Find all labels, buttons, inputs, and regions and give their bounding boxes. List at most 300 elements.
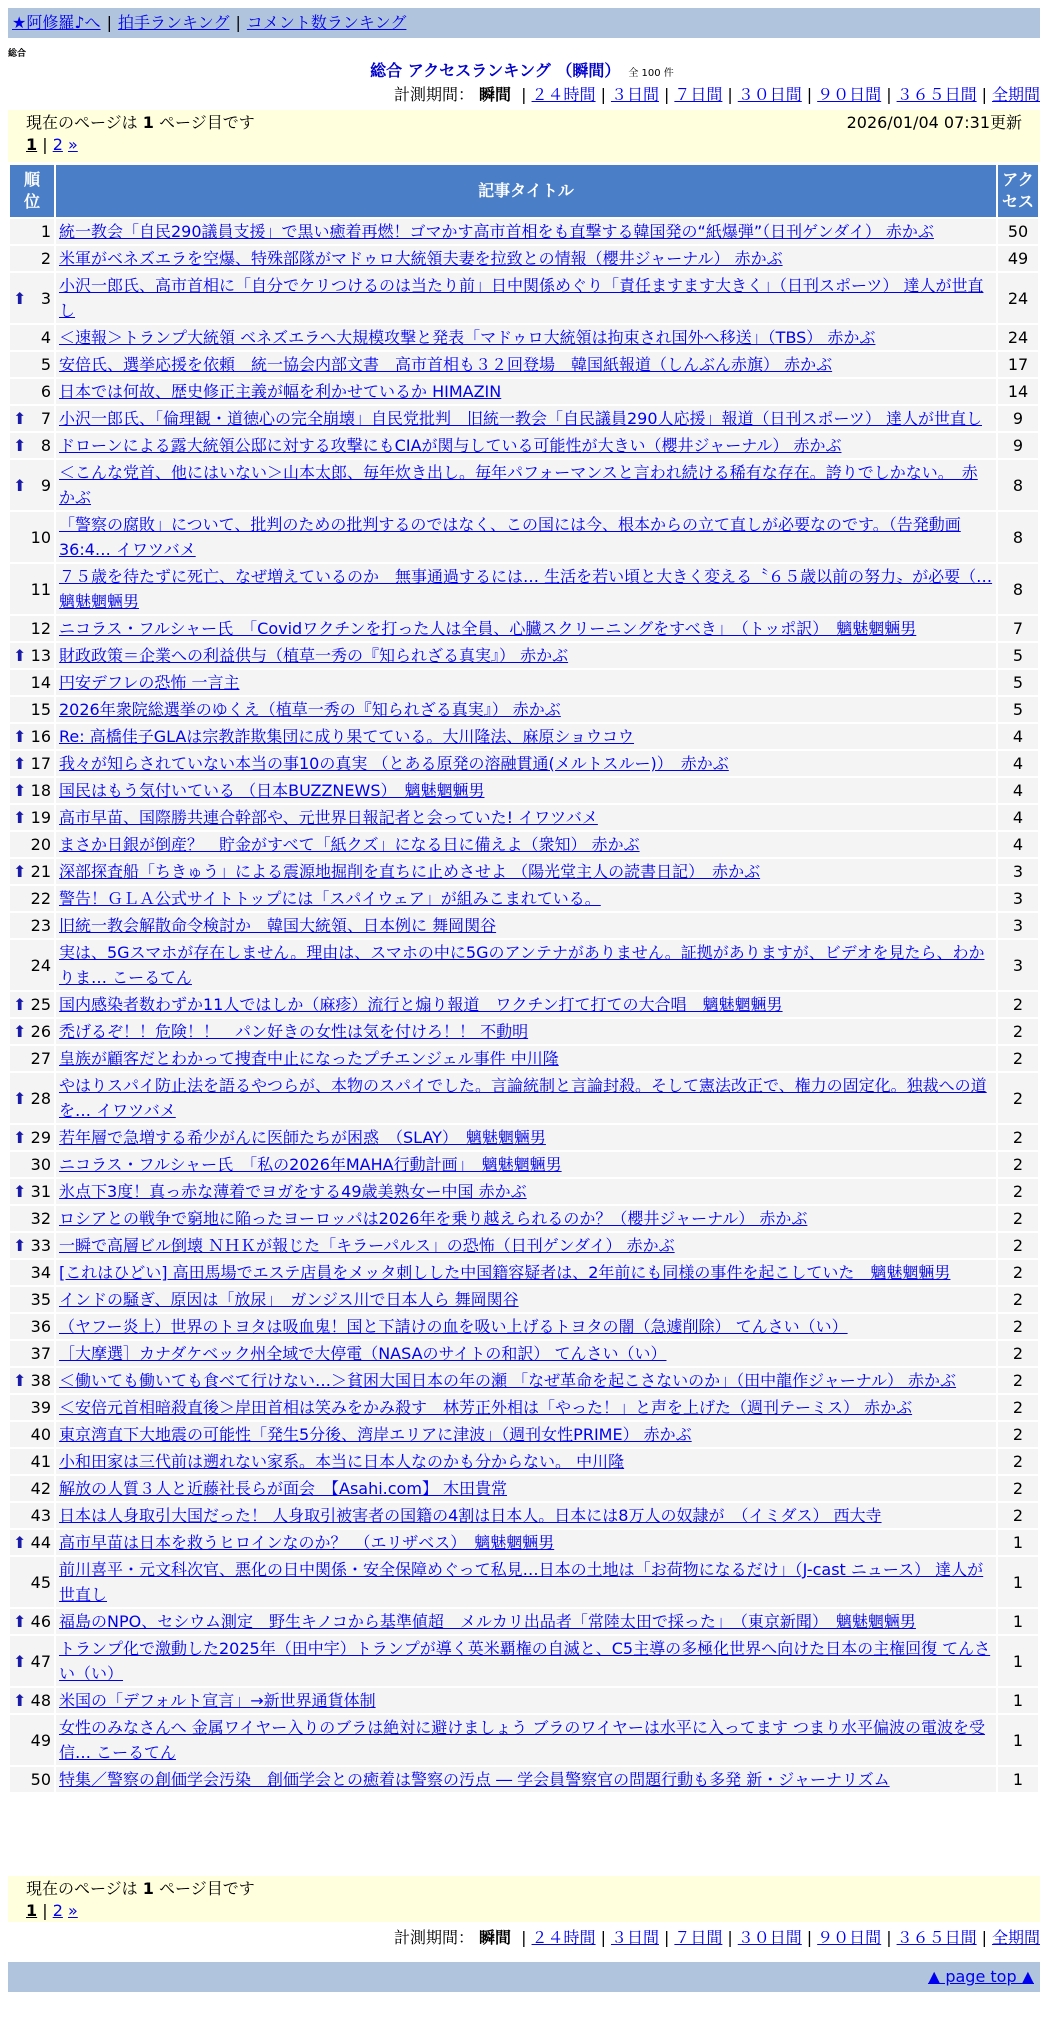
period-option-link[interactable]: ３６５日間 bbox=[896, 85, 977, 104]
rank-up-arrow-icon: ⬆ bbox=[13, 1182, 27, 1201]
rank-cell bbox=[10, 1233, 54, 1258]
article-link[interactable]: まさか日銀が倒産？ 貯金がすべて「紙クズ」になる日に備えよ（衆知） 赤かぶ bbox=[59, 835, 640, 854]
header-count: アクセス bbox=[998, 165, 1038, 217]
article-link[interactable]: 国民はもう気付いている （日本BUZZNEWS） 魑魅魍魎男 bbox=[59, 781, 485, 800]
pager-next-arrow[interactable]: » bbox=[67, 1901, 78, 1920]
rank-cell bbox=[10, 643, 54, 668]
access-count: 2 bbox=[998, 1125, 1038, 1150]
separator: | bbox=[886, 1928, 892, 1947]
rank-number: 2 bbox=[40, 249, 51, 268]
rank-cell bbox=[10, 832, 54, 857]
table-row bbox=[10, 697, 1038, 722]
title-cell bbox=[56, 352, 996, 377]
title-cell bbox=[56, 940, 996, 990]
rank-number: 6 bbox=[40, 382, 51, 401]
rank-cell bbox=[10, 1688, 54, 1713]
rank-up-arrow-icon: ⬆ bbox=[13, 727, 27, 746]
article-link[interactable]: 解放の人質３人と近藤社長らが面会 【Asahi.com】 木田貴常 bbox=[59, 1479, 508, 1498]
rank-cell bbox=[10, 406, 54, 431]
access-count: 1 bbox=[998, 1609, 1038, 1634]
rank-cell bbox=[10, 1636, 54, 1686]
title-cell bbox=[56, 1019, 996, 1044]
rank-cell bbox=[10, 751, 54, 776]
rank-cell bbox=[10, 219, 54, 244]
page-status-suffix: ページ目です bbox=[159, 113, 255, 132]
access-count: 3 bbox=[998, 940, 1038, 990]
rank-number: 44 bbox=[30, 1533, 51, 1552]
table-row bbox=[10, 1368, 1038, 1393]
title-cell bbox=[56, 1073, 996, 1123]
table-row bbox=[10, 406, 1038, 431]
article-link[interactable]: 高市早苗、国際勝共連合幹部や、元世界日報記者と会っていた! イワツバメ bbox=[59, 808, 598, 827]
page-status-bottom bbox=[26, 1878, 1022, 1900]
table-row bbox=[10, 616, 1038, 641]
rank-cell bbox=[10, 940, 54, 990]
access-count: 5 bbox=[998, 697, 1038, 722]
access-count: 3 bbox=[998, 859, 1038, 884]
title-cell bbox=[56, 1046, 996, 1071]
separator: | bbox=[235, 13, 241, 32]
table-row bbox=[10, 1395, 1038, 1420]
access-count: 5 bbox=[998, 643, 1038, 668]
rank-cell bbox=[10, 1368, 54, 1393]
access-count: 4 bbox=[998, 751, 1038, 776]
period-option-link[interactable]: ３日間 bbox=[610, 1928, 659, 1947]
separator: | bbox=[981, 85, 987, 104]
title-cell bbox=[56, 751, 996, 776]
title-cell bbox=[56, 1368, 996, 1393]
access-count: 24 bbox=[998, 325, 1038, 350]
period-label: 計測期間： bbox=[393, 85, 474, 104]
table-row bbox=[10, 1073, 1038, 1123]
title-cell bbox=[56, 886, 996, 911]
rank-cell bbox=[10, 1503, 54, 1528]
period-option-link[interactable]: ３６５日間 bbox=[896, 1928, 977, 1947]
article-link[interactable]: 米国の「デフォルト宣言」→新世界通貨体制 bbox=[59, 1691, 376, 1710]
title-cell bbox=[56, 219, 996, 244]
page-status bbox=[26, 112, 255, 134]
rank-cell bbox=[10, 273, 54, 323]
article-link[interactable]: 小和田家は三代前は遡れない家系。本当に日本人なのかも分からない。 中川隆 bbox=[59, 1452, 625, 1471]
title-cell bbox=[56, 460, 996, 510]
article-link[interactable]: 統一教会「自民290議員支援」で黒い癒着再燃！ゴマかす高市首相をも直撃する韓国発の“紙爆弾”（日刊ゲンダイ） 赤かぶ bbox=[59, 222, 934, 241]
ranking-title: 総合 アクセスランキング （瞬間） bbox=[370, 61, 621, 80]
rank-number: 49 bbox=[30, 1730, 51, 1750]
page-number: 1 bbox=[142, 1879, 154, 1898]
article-link[interactable]: 高市早苗は日本を救うヒロインなのか？ （エリザベス） 魑魅魍魎男 bbox=[59, 1533, 555, 1552]
title-cell bbox=[56, 1260, 996, 1285]
rank-number: 14 bbox=[30, 673, 51, 692]
article-link[interactable]: 特集／警察の創価学会汚染 創価学会との癒着は警察の汚点 ― 学会員警察官の問題行動も多発 新・ジャーナリズム bbox=[59, 1770, 890, 1789]
article-link[interactable]: 東京湾直下大地震の可能性「発生5分後、湾岸エリアに津波」（週刊女性PRIME） 赤かぶ bbox=[59, 1425, 692, 1444]
title-cell bbox=[56, 1557, 996, 1607]
rank-cell bbox=[10, 1609, 54, 1634]
access-count: 1 bbox=[998, 1715, 1038, 1765]
title-cell bbox=[56, 616, 996, 641]
rank-up-arrow-icon: ⬆ bbox=[13, 1371, 27, 1390]
access-count: 17 bbox=[998, 352, 1038, 377]
title-cell bbox=[56, 992, 996, 1017]
article-link[interactable]: 実は、5Gスマホが存在しません。理由は、スマホの中に5Gのアンテナがありません。証拠がありますが、ビデオを見たら、わかりま… こーるてん bbox=[59, 943, 985, 987]
article-link[interactable]: ロシアとの戦争で窮地に陥ったヨーロッパは2026年を乗り越えられるのか？（櫻井ジャーナル） 赤かぶ bbox=[59, 1209, 808, 1228]
rank-number: 21 bbox=[30, 862, 51, 881]
access-count: 3 bbox=[998, 913, 1038, 938]
rank-cell bbox=[10, 1260, 54, 1285]
title-cell bbox=[56, 1341, 996, 1366]
title-cell bbox=[56, 1609, 996, 1634]
rank-up-arrow-icon: ⬆ bbox=[13, 409, 27, 428]
page-title bbox=[0, 60, 1044, 85]
article-link[interactable]: ドローンによる露大統領公邸に対する攻撃にもCIAが関与している可能性が大きい（櫻井ジャーナル） 赤かぶ bbox=[59, 436, 842, 455]
separator: | bbox=[600, 1928, 606, 1947]
rank-cell bbox=[10, 1476, 54, 1501]
access-count: 2 bbox=[998, 1206, 1038, 1231]
rank-cell bbox=[10, 433, 54, 458]
rank-cell bbox=[10, 1179, 54, 1204]
table-row bbox=[10, 352, 1038, 377]
article-link[interactable]: ニコラス・フルシャー氏 「私の2026年MAHA行動計画」 魑魅魍魎男 bbox=[59, 1155, 562, 1174]
period-selector bbox=[394, 84, 1040, 106]
rank-cell bbox=[10, 805, 54, 830]
article-link[interactable]: 財政政策＝企業への利益供与（植草一秀の『知られざる真実』） 赤かぶ bbox=[59, 646, 569, 665]
period-option-link[interactable]: 全期間 bbox=[991, 1928, 1040, 1947]
article-link[interactable]: 円安デフレの恐怖 一言主 bbox=[59, 673, 240, 692]
access-count: 2 bbox=[998, 1476, 1038, 1501]
total-count: 全 100 件 bbox=[628, 68, 674, 79]
rank-up-arrow-icon: ⬆ bbox=[13, 646, 27, 665]
article-link[interactable]: 深部探査船「ちきゅう」による震源地掘削を直ちに止めさせよ （陽光堂主人の読書日記） 赤かぶ bbox=[59, 862, 761, 881]
article-link[interactable]: 前川喜平・元文科次官、悪化の日中関係・安全保障めぐって私見…日本の土地は「お荷物になるだけ」（J-cast ニュース） 達人が世直し bbox=[59, 1560, 984, 1604]
rank-cell bbox=[10, 616, 54, 641]
period-option-link[interactable]: ２４時間 bbox=[531, 85, 596, 104]
clap-ranking-link[interactable]: 拍手ランキング bbox=[117, 13, 230, 32]
comment-ranking-link[interactable]: コメント数ランキング bbox=[246, 13, 407, 32]
page-status-suffix: ページ目です bbox=[159, 1879, 255, 1898]
article-link[interactable]: 日本は人身取引大国だった！ 人身取引被害者の国籍の4割は日本人。日本には8万人の奴隷が （イミダス） 西大寺 bbox=[59, 1506, 882, 1525]
title-cell bbox=[56, 778, 996, 803]
article-link[interactable]: 日本では何故、歴史修正主義が幅を利かせているか HIMAZIN bbox=[59, 382, 502, 401]
table-row bbox=[10, 832, 1038, 857]
title-cell bbox=[56, 913, 996, 938]
article-link[interactable]: 「警察の腐敗」について、批判のための批判するのではなく、この国には今、根本からの立て直しが必要なのです。（告発動画 36:4… イワツバメ bbox=[59, 515, 961, 559]
rank-up-arrow-icon: ⬆ bbox=[13, 475, 27, 495]
period-current: 瞬間 bbox=[479, 1928, 512, 1947]
rank-number: 50 bbox=[30, 1770, 51, 1789]
article-link[interactable]: ＜速報＞トランプ大統領 ベネズエラへ大規模攻撃と発表「マドゥロ大統領は拘束され国外へ移送」（TBS） 赤かぶ bbox=[59, 328, 876, 347]
rank-number: 31 bbox=[30, 1182, 51, 1201]
page-info-box bbox=[8, 110, 1040, 162]
rank-number: 34 bbox=[30, 1263, 51, 1282]
rank-number: 17 bbox=[30, 754, 51, 773]
rank-cell bbox=[10, 1449, 54, 1474]
rank-up-arrow-icon: ⬆ bbox=[13, 862, 27, 881]
rank-number: 42 bbox=[30, 1479, 51, 1498]
article-link[interactable]: Re: 高橋佳子GLAは宗教詐欺集団に成り果てている。大川隆法、麻原ショウコウ bbox=[59, 727, 635, 746]
rank-cell bbox=[10, 1557, 54, 1607]
pager-next-page[interactable]: 2 bbox=[52, 135, 63, 154]
pager-current: 1 bbox=[26, 1901, 38, 1920]
pager: 1 | 2 » bbox=[26, 135, 78, 154]
article-link[interactable]: 警告！ＧＬＡ公式サイトトップには「スパイウェア」が組みこまれている。 bbox=[59, 889, 601, 908]
table-row bbox=[10, 1715, 1038, 1765]
rank-number: 8 bbox=[40, 436, 51, 455]
rank-cell bbox=[10, 564, 54, 614]
table-row bbox=[10, 246, 1038, 271]
article-link[interactable]: 皇族が顧客だとわかって捜査中止になったプチエンジェル事件 中川隆 bbox=[59, 1049, 559, 1068]
article-link[interactable]: ＜安倍元首相暗殺直後＞岸田首相は笑みをかみ殺す 林芳正外相は「やった！」と声を上げた（週刊テーミス） 赤かぶ bbox=[59, 1398, 913, 1417]
article-link[interactable]: ［大摩選］カナダケベック州全域で大停電（NASAのサイトの和訳） てんさい（い） bbox=[59, 1344, 667, 1363]
rank-up-arrow-icon: ⬆ bbox=[13, 1088, 27, 1108]
access-count: 9 bbox=[998, 433, 1038, 458]
table-row bbox=[10, 325, 1038, 350]
rank-number: 20 bbox=[30, 835, 51, 854]
rank-number: 3 bbox=[40, 288, 51, 308]
table-header-row bbox=[10, 165, 1038, 217]
period-option-link[interactable]: ３０日間 bbox=[737, 85, 802, 104]
title-cell bbox=[56, 1125, 996, 1150]
article-link[interactable]: 若年層で急増する希少がんに医師たちが困惑 （SLAY） 魑魅魍魎男 bbox=[59, 1128, 546, 1147]
access-count: 1 bbox=[998, 1636, 1038, 1686]
access-count: 2 bbox=[998, 1287, 1038, 1312]
rank-up-arrow-icon: ⬆ bbox=[13, 781, 27, 800]
rank-cell bbox=[10, 325, 54, 350]
home-link[interactable]: ★阿修羅♪へ bbox=[12, 13, 101, 32]
period-option-link[interactable]: ９０日間 bbox=[817, 1928, 882, 1947]
article-link[interactable]: 禿げるぞ！！危険！！ パン好きの女性は気を付けろ！！ 不動明 bbox=[59, 1022, 529, 1041]
article-link[interactable]: ＜働いても働いても食べて行けない…＞貧困大国日本の年の瀬 「なぜ革命を起こさないのか」（田中龍作ジャーナル） 赤かぶ bbox=[59, 1371, 957, 1390]
table-row bbox=[10, 1206, 1038, 1231]
rank-cell bbox=[10, 1715, 54, 1765]
article-link[interactable]: ＜こんな党首、他にはいない＞山本太郎、毎年炊き出し。毎年パフォーマンスと言われ続ける稀有な存在。誇りでしかない。 赤かぶ bbox=[59, 463, 978, 507]
section-label: 総合 bbox=[8, 49, 27, 59]
title-cell bbox=[56, 433, 996, 458]
access-count: 2 bbox=[998, 1152, 1038, 1177]
access-count: 1 bbox=[998, 1530, 1038, 1555]
rank-number: 29 bbox=[30, 1128, 51, 1147]
rank-number: 46 bbox=[30, 1612, 51, 1631]
period-option-link[interactable]: ７日間 bbox=[674, 85, 723, 104]
access-count: 2 bbox=[998, 1019, 1038, 1044]
rank-number: 13 bbox=[30, 646, 51, 665]
rank-number: 47 bbox=[30, 1651, 51, 1671]
access-count: 2 bbox=[998, 1260, 1038, 1285]
top-nav-bar bbox=[8, 8, 1040, 38]
table-row bbox=[10, 460, 1038, 510]
rank-cell bbox=[10, 512, 54, 562]
table-row bbox=[10, 1636, 1038, 1686]
table-row bbox=[10, 1260, 1038, 1285]
access-count: 2 bbox=[998, 1073, 1038, 1123]
access-count: 2 bbox=[998, 1422, 1038, 1447]
separator: | bbox=[521, 1928, 527, 1947]
rank-cell bbox=[10, 379, 54, 404]
rank-cell bbox=[10, 1125, 54, 1150]
rank-up-arrow-icon: ⬆ bbox=[13, 754, 27, 773]
separator: | bbox=[806, 1928, 813, 1947]
access-count: 24 bbox=[998, 273, 1038, 323]
article-link[interactable]: 米軍がベネズエラを空爆、特殊部隊がマドゥロ大統領夫妻を拉致との情報（櫻井ジャーナル） 赤かぶ bbox=[59, 249, 783, 268]
article-link[interactable]: 安倍氏、選挙応援を依頼 統一協会内部文書 高市首相も３２回登場 韓国紙報道（しんぶん赤旗） 赤かぶ bbox=[59, 355, 833, 374]
rank-number: 28 bbox=[30, 1088, 51, 1108]
table-row bbox=[10, 1476, 1038, 1501]
access-count: 2 bbox=[998, 1233, 1038, 1258]
article-link[interactable]: 国内感染者数わずか11人ではしか（麻疹）流行と煽り報道 ワクチン打て打ての大合唱 魑魅魍魎男 bbox=[59, 995, 783, 1014]
period-option-link[interactable]: ９０日間 bbox=[817, 85, 882, 104]
period-option-link[interactable]: ７日間 bbox=[674, 1928, 723, 1947]
rank-cell bbox=[10, 670, 54, 695]
article-link[interactable]: 小沢一郎氏、高市首相に「自分でケリつけるのは当たり前」日中関係めぐり「責任ますます大きく」（日刊スポーツ） 達人が世直し bbox=[59, 276, 984, 320]
article-link[interactable]: 旧統一教会解散命令検討か 韓国大統領、日本例に 舞岡関谷 bbox=[59, 916, 497, 935]
title-cell bbox=[56, 1503, 996, 1528]
table-row bbox=[10, 273, 1038, 323]
rank-up-arrow-icon: ⬆ bbox=[13, 1533, 27, 1552]
title-cell bbox=[56, 1395, 996, 1420]
separator: | bbox=[663, 85, 670, 104]
rank-number: 43 bbox=[30, 1506, 51, 1525]
rank-cell bbox=[10, 1046, 54, 1071]
table-row bbox=[10, 724, 1038, 749]
rank-cell bbox=[10, 778, 54, 803]
page-info-box-bottom bbox=[8, 1876, 1040, 1922]
pager-next-page[interactable]: 2 bbox=[52, 1901, 63, 1920]
access-count: 2 bbox=[998, 1395, 1038, 1420]
table-row bbox=[10, 512, 1038, 562]
access-count: 3 bbox=[998, 886, 1038, 911]
table-row bbox=[10, 670, 1038, 695]
rank-up-arrow-icon: ⬆ bbox=[13, 1691, 27, 1710]
access-count: 2 bbox=[998, 1046, 1038, 1071]
title-cell bbox=[56, 1179, 996, 1204]
rank-cell bbox=[10, 913, 54, 938]
separator: | bbox=[663, 1928, 670, 1947]
rank-number: 9 bbox=[40, 475, 51, 495]
access-count: 14 bbox=[998, 379, 1038, 404]
table-row bbox=[10, 1530, 1038, 1555]
article-link[interactable]: 小沢一郎氏、「倫理観・道徳心の完全崩壊」自民党批判 旧統一教会「自民議員290人応援」報道（日刊スポーツ） 達人が世直し bbox=[59, 409, 982, 428]
access-count: 49 bbox=[998, 246, 1038, 271]
article-link[interactable]: インドの騒ぎ、原因は「放尿」 ガンジス川で日本人ら 舞岡関谷 bbox=[59, 1290, 519, 1309]
title-cell bbox=[56, 805, 996, 830]
separator: | bbox=[727, 1928, 733, 1947]
rank-number: 38 bbox=[30, 1371, 51, 1390]
article-link[interactable]: 福島のNPO、セシウム測定 野生キノコから基準値超 メルカリ出品者「常陸太田で採った」 （東京新聞） 魑魅魍魎男 bbox=[59, 1612, 916, 1631]
title-cell bbox=[56, 1233, 996, 1258]
title-cell bbox=[56, 1287, 996, 1312]
period-option-link[interactable]: 全期間 bbox=[991, 85, 1040, 104]
article-link[interactable]: （ヤフー炎上）世界のトヨタは吸血鬼！国と下請けの血を吸い上げるトヨタの闇（急遽削除） てんさい（い） bbox=[59, 1317, 848, 1336]
table-row bbox=[10, 643, 1038, 668]
rank-cell bbox=[10, 1341, 54, 1366]
table-row bbox=[10, 751, 1038, 776]
rank-cell bbox=[10, 1314, 54, 1339]
pager-next-arrow[interactable]: » bbox=[67, 135, 78, 154]
rank-cell bbox=[10, 1073, 54, 1123]
rank-number: 26 bbox=[30, 1022, 51, 1041]
rank-number: 19 bbox=[30, 808, 51, 827]
article-link[interactable]: 一瞬で高層ビル倒壊 ＮＨＫが報じた「キラーパルス」の恐怖（日刊ゲンダイ） 赤かぶ bbox=[59, 1236, 675, 1255]
rank-up-arrow-icon: ⬆ bbox=[13, 1651, 27, 1671]
table-row bbox=[10, 1125, 1038, 1150]
rank-cell bbox=[10, 1019, 54, 1044]
period-option-link[interactable]: ３０日間 bbox=[737, 1928, 802, 1947]
separator: | bbox=[521, 85, 527, 104]
article-link[interactable]: 我々が知らされていない本当の事10の真実 （とある原発の溶融貫通(メルトスルー)） 赤かぶ bbox=[59, 754, 729, 773]
separator: | bbox=[600, 85, 606, 104]
access-count: 8 bbox=[998, 564, 1038, 614]
table-row bbox=[10, 1609, 1038, 1634]
access-count: 4 bbox=[998, 724, 1038, 749]
title-cell bbox=[56, 379, 996, 404]
title-cell bbox=[56, 564, 996, 614]
page-status-prefix: 現在のページは bbox=[26, 113, 138, 132]
table-row bbox=[10, 940, 1038, 990]
article-link[interactable]: ７５歳を待たずに死亡、なぜ増えているのか 無事通過するには… 生活を若い頃と大きく変える〝６５歳以前の努力〟が必要（… 魑魅魍魎男 bbox=[59, 567, 993, 611]
title-cell bbox=[56, 1715, 996, 1765]
article-link[interactable]: やはりスパイ防止法を語るやつらが、本物のスパイでした。言論統制と言論封殺。そして憲法改正で、権力の固定化。独裁への道を… イワツバメ bbox=[59, 1076, 987, 1120]
title-cell bbox=[56, 1636, 996, 1686]
rank-number: 12 bbox=[30, 619, 51, 638]
rank-number: 16 bbox=[30, 727, 51, 746]
title-cell bbox=[56, 512, 996, 562]
rank-cell bbox=[10, 352, 54, 377]
period-option-link[interactable]: ２４時間 bbox=[531, 1928, 596, 1947]
title-cell bbox=[56, 1688, 996, 1713]
ranking-table bbox=[8, 163, 1040, 1794]
article-link[interactable]: [これはひどい] 高田馬場でエステ店員をメッタ刺しした中国籍容疑者は、2年前にも同様の事件を起こしていた 魑魅魍魎男 bbox=[59, 1263, 951, 1282]
access-count: 4 bbox=[998, 832, 1038, 857]
rank-number: 24 bbox=[30, 955, 51, 975]
article-link[interactable]: 女性のみなさんへ 金属ワイヤー入りのブラは絶対に避けましょう ブラのワイヤーは水平に入ってます つまり水平偏波の電波を受信… こーるてん bbox=[59, 1718, 985, 1762]
title-cell bbox=[56, 643, 996, 668]
article-link[interactable]: ニコラス・フルシャー氏 「Covidワクチンを打った人は全員、心臓スクリーニングをすべき」 （トッポ訳） 魑魅魍魎男 bbox=[59, 619, 917, 638]
title-cell bbox=[56, 325, 996, 350]
table-row bbox=[10, 913, 1038, 938]
rank-number: 15 bbox=[30, 700, 51, 719]
rank-number: 30 bbox=[30, 1155, 51, 1174]
rank-up-arrow-icon: ⬆ bbox=[13, 1236, 27, 1255]
access-count: 4 bbox=[998, 805, 1038, 830]
title-cell bbox=[56, 273, 996, 323]
rank-cell bbox=[10, 724, 54, 749]
period-label: 計測期間： bbox=[393, 1928, 474, 1947]
table-row bbox=[10, 1233, 1038, 1258]
rank-number: 23 bbox=[30, 916, 51, 935]
table-row bbox=[10, 1314, 1038, 1339]
article-link[interactable]: 氷点下3度！真っ赤な薄着でヨガをする49歳美熟女ー中国 赤かぶ bbox=[59, 1182, 527, 1201]
access-count: 8 bbox=[998, 512, 1038, 562]
article-link[interactable]: トランプ化で激動した2025年（田中宇）トランプが導く英米覇権の自滅と、C5主導の多極化世界へ向けた日本の主権回復 てんさい（い） bbox=[59, 1639, 991, 1683]
title-cell bbox=[56, 1206, 996, 1231]
table-row bbox=[10, 886, 1038, 911]
access-count: 8 bbox=[998, 460, 1038, 510]
page-top-link[interactable]: ▲ page top ▲ bbox=[927, 1967, 1034, 1986]
rank-up-arrow-icon: ⬆ bbox=[13, 1128, 27, 1147]
table-row bbox=[10, 1767, 1038, 1792]
rank-number: 4 bbox=[40, 328, 51, 347]
access-count: 2 bbox=[998, 1368, 1038, 1393]
table-row bbox=[10, 379, 1038, 404]
title-cell bbox=[56, 1314, 996, 1339]
title-cell bbox=[56, 724, 996, 749]
period-option-link[interactable]: ３日間 bbox=[610, 85, 659, 104]
article-link[interactable]: 2026年衆院総選挙のゆくえ（植草一秀の『知られざる真実』） 赤かぶ bbox=[59, 700, 561, 719]
rank-cell bbox=[10, 1530, 54, 1555]
table-row bbox=[10, 564, 1038, 614]
page-number: 1 bbox=[142, 113, 154, 132]
table-row bbox=[10, 1449, 1038, 1474]
title-cell bbox=[56, 1530, 996, 1555]
title-cell bbox=[56, 1476, 996, 1501]
